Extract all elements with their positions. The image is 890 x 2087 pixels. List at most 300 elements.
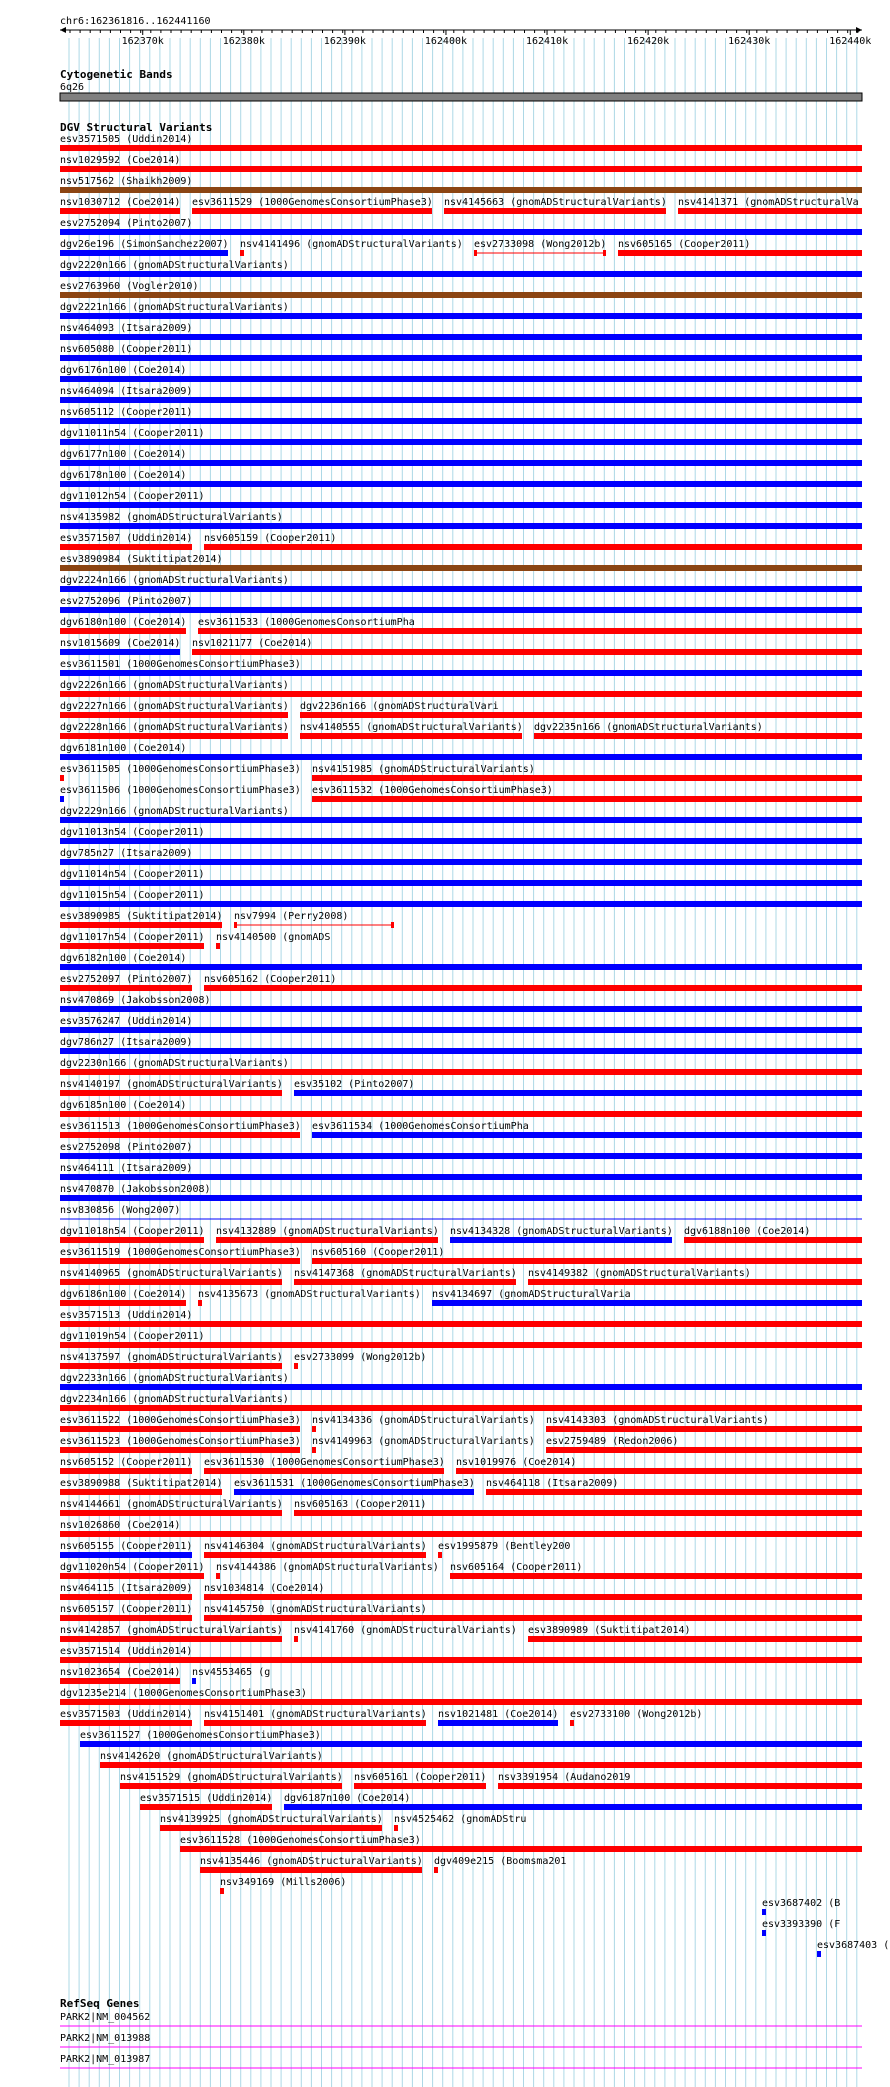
sv-feature-bar[interactable] [60, 1363, 282, 1369]
sv-feature-bar[interactable] [60, 502, 862, 508]
sv-feature[interactable] [60, 533, 192, 550]
sv-feature[interactable] [284, 1793, 862, 1810]
sv-feature-bar[interactable] [140, 1804, 272, 1810]
sv-feature-bar[interactable] [60, 964, 862, 970]
sv-feature-bar[interactable] [60, 1699, 862, 1705]
sv-feature-bar[interactable] [204, 1594, 862, 1600]
sv-feature[interactable] [60, 1436, 301, 1453]
sv-feature-bar[interactable] [60, 1405, 862, 1411]
sv-feature[interactable] [204, 1541, 427, 1558]
sv-feature-bar[interactable] [60, 1468, 192, 1474]
sv-feature[interactable] [312, 1415, 535, 1432]
sv-feature[interactable] [60, 134, 862, 151]
sv-feature[interactable] [444, 197, 667, 214]
sv-feature-bar[interactable] [60, 523, 862, 529]
sv-feature-bar[interactable] [60, 1153, 862, 1159]
sv-feature-bar[interactable] [60, 1111, 862, 1117]
sv-feature[interactable] [60, 1226, 205, 1243]
sv-feature-bar[interactable] [312, 775, 862, 781]
sv-feature[interactable] [684, 1226, 862, 1243]
sv-feature-label: nsv464115 (Itsara2009) [60, 1583, 193, 1594]
sv-feature[interactable] [60, 1520, 862, 1537]
sv-feature-bar[interactable] [312, 1258, 862, 1264]
sv-feature-bar[interactable] [60, 943, 204, 949]
ruler-right-arrow-icon[interactable] [856, 27, 862, 33]
sv-feature[interactable] [60, 1331, 862, 1348]
sv-feature[interactable] [300, 701, 862, 718]
sv-feature[interactable] [204, 533, 862, 550]
sv-feature-bar[interactable] [60, 1006, 862, 1012]
sv-feature-bar[interactable] [294, 1279, 516, 1285]
sv-feature[interactable] [60, 239, 229, 256]
sv-feature[interactable] [60, 1079, 283, 1096]
sv-feature[interactable] [534, 722, 862, 739]
sv-feature[interactable] [60, 1415, 301, 1432]
sv-feature[interactable] [60, 365, 862, 382]
sv-feature-bar[interactable] [192, 1678, 196, 1684]
sv-feature[interactable] [160, 1814, 383, 1831]
sv-feature[interactable] [312, 1247, 862, 1264]
cytoband-ideogram-bar[interactable] [60, 93, 862, 101]
sv-feature[interactable] [60, 176, 862, 193]
sv-feature[interactable] [438, 1541, 570, 1558]
sv-feature-bar[interactable] [60, 1615, 192, 1621]
sv-feature[interactable] [60, 1289, 186, 1306]
sv-feature[interactable] [60, 344, 862, 361]
sv-feature[interactable] [60, 512, 862, 529]
sv-feature[interactable] [60, 1709, 192, 1726]
sv-feature-label: nsv464111 (Itsara2009) [60, 1163, 193, 1174]
sv-feature-bar[interactable] [528, 1636, 862, 1642]
sv-feature[interactable] [60, 995, 862, 1012]
sv-feature-label: esv3611533 (1000GenomesConsortiumPha [198, 617, 415, 628]
sv-feature-bar[interactable] [60, 733, 288, 739]
sv-feature-bar[interactable] [192, 649, 862, 655]
sv-feature-bar[interactable] [240, 250, 244, 256]
sv-feature-bar[interactable] [603, 250, 606, 256]
sv-feature-bar[interactable] [456, 1468, 862, 1474]
ruler-left-arrow-icon[interactable] [60, 27, 66, 33]
sv-feature-bar[interactable] [60, 691, 862, 697]
sv-feature[interactable] [60, 491, 862, 508]
sv-feature[interactable] [817, 1940, 889, 1957]
sv-feature[interactable] [546, 1436, 862, 1453]
sv-feature-bar[interactable] [528, 1279, 862, 1285]
sv-feature-bar[interactable] [450, 1573, 862, 1579]
ruler-track [60, 16, 871, 47]
sv-feature-bar[interactable] [312, 796, 862, 802]
sv-feature-bar[interactable] [60, 1636, 282, 1642]
sv-feature[interactable] [60, 323, 862, 340]
sv-feature-label: esv3611513 (1000GenomesConsortiumPhase3) [60, 1121, 301, 1132]
sv-feature[interactable] [678, 197, 862, 214]
sv-feature-bar[interactable] [284, 1804, 862, 1810]
sv-feature-bar[interactable] [204, 985, 862, 991]
sv-feature[interactable] [60, 890, 862, 907]
sv-feature[interactable] [60, 386, 862, 403]
sv-feature[interactable] [294, 1352, 426, 1369]
sv-feature[interactable] [546, 1415, 862, 1432]
sv-feature-bar[interactable] [60, 1195, 862, 1201]
sv-feature-bar[interactable] [60, 586, 862, 592]
sv-feature[interactable] [60, 1457, 192, 1474]
sv-feature-bar[interactable] [216, 1237, 438, 1243]
sv-feature[interactable] [60, 407, 862, 424]
sv-feature[interactable] [60, 197, 180, 214]
sv-feature[interactable] [450, 1226, 673, 1243]
sv-feature[interactable] [762, 1919, 840, 1936]
sv-feature[interactable] [234, 1478, 475, 1495]
sv-feature-label: nsv4140197 (gnomADStructuralVariants) [60, 1079, 283, 1090]
sv-feature-bar[interactable] [120, 1783, 342, 1789]
sv-feature-bar[interactable] [60, 313, 862, 319]
sv-feature-bar[interactable] [60, 145, 862, 151]
sv-feature-bar[interactable] [60, 208, 180, 214]
sv-feature[interactable] [60, 1499, 283, 1516]
ruler-tick-label: 162440k [829, 36, 872, 47]
sv-feature[interactable] [432, 1289, 862, 1306]
sv-feature-bar[interactable] [294, 1636, 298, 1642]
sv-feature[interactable] [60, 848, 862, 865]
sv-feature[interactable] [60, 953, 862, 970]
sv-feature-bar[interactable] [294, 1090, 862, 1096]
sv-feature-bar[interactable] [60, 229, 862, 235]
sv-feature[interactable] [234, 911, 394, 928]
sv-feature-bar[interactable] [570, 1720, 574, 1726]
sv-feature-bar[interactable] [300, 733, 522, 739]
sv-feature-bar[interactable] [438, 1720, 558, 1726]
sv-feature-bar[interactable] [60, 1237, 204, 1243]
sv-feature-bar[interactable] [498, 1783, 862, 1789]
sv-feature[interactable] [60, 1646, 862, 1663]
sv-feature-bar[interactable] [60, 397, 862, 403]
sv-feature[interactable] [60, 1352, 283, 1369]
sv-feature[interactable] [216, 932, 330, 949]
sv-feature[interactable] [100, 1751, 862, 1768]
sv-feature-bar[interactable] [60, 481, 862, 487]
sv-feature-bar[interactable] [817, 1951, 821, 1957]
sv-feature-bar[interactable] [60, 1657, 862, 1663]
sv-feature-bar[interactable] [60, 166, 862, 172]
sv-feature[interactable] [60, 155, 862, 172]
sv-feature[interactable] [60, 701, 289, 718]
sv-feature[interactable] [528, 1268, 862, 1285]
sv-feature-bar[interactable] [204, 1468, 444, 1474]
sv-feature-bar[interactable] [60, 1090, 282, 1096]
sv-feature[interactable] [216, 1226, 439, 1243]
sv-feature[interactable] [198, 617, 862, 634]
sv-feature[interactable] [80, 1730, 862, 1747]
sv-feature-bar[interactable] [80, 1741, 862, 1747]
sv-feature[interactable] [618, 239, 862, 256]
sv-feature[interactable] [60, 827, 862, 844]
sv-feature-bar[interactable] [60, 460, 862, 466]
sv-feature-bar[interactable] [474, 250, 477, 256]
sv-feature[interactable] [312, 1121, 862, 1138]
sv-feature[interactable] [204, 1583, 862, 1600]
sv-feature-bar[interactable] [60, 1279, 282, 1285]
sv-feature-bar[interactable] [312, 1132, 862, 1138]
sv-feature[interactable] [60, 1562, 205, 1579]
sv-feature-bar[interactable] [678, 208, 862, 214]
sv-feature[interactable] [60, 1247, 301, 1264]
sv-feature[interactable] [312, 764, 862, 781]
sv-feature[interactable] [60, 911, 223, 928]
sv-feature[interactable] [312, 785, 862, 802]
sv-feature-bar[interactable] [60, 670, 862, 676]
sv-feature-bar[interactable] [220, 1888, 224, 1894]
sv-feature-bar[interactable] [100, 1762, 862, 1768]
sv-feature[interactable] [570, 1709, 702, 1726]
sv-feature[interactable] [60, 1268, 283, 1285]
sv-feature-bar[interactable] [60, 712, 288, 718]
sv-feature[interactable] [434, 1856, 566, 1873]
sv-feature[interactable] [60, 554, 862, 571]
sv-feature[interactable] [60, 449, 862, 466]
sv-feature-label: dgv11017n54 (Cooper2011) [60, 932, 205, 943]
sv-feature-bar[interactable] [394, 1825, 398, 1831]
sv-feature-bar[interactable] [60, 1489, 222, 1495]
sv-feature-bar[interactable] [60, 901, 862, 907]
sv-feature-bar[interactable] [60, 1174, 862, 1180]
sv-feature-bar[interactable] [60, 1573, 204, 1579]
sv-feature-bar[interactable] [60, 1321, 862, 1327]
sv-feature-bar[interactable] [60, 271, 862, 277]
sv-feature-bar[interactable] [60, 355, 862, 361]
sv-feature-bar[interactable] [60, 1678, 180, 1684]
sv-feature-bar[interactable] [60, 1510, 282, 1516]
sv-feature[interactable] [192, 638, 862, 655]
sv-feature-label: nsv605163 (Cooper2011) [294, 1499, 427, 1510]
sv-feature-bar[interactable] [60, 439, 862, 445]
sv-feature[interactable] [60, 722, 289, 739]
sv-feature[interactable] [60, 1121, 301, 1138]
sv-feature[interactable] [204, 1604, 862, 1621]
sv-feature-bar[interactable] [180, 1846, 862, 1852]
sv-feature-bar[interactable] [204, 544, 862, 550]
sv-feature-bar[interactable] [534, 733, 862, 739]
sv-feature[interactable] [60, 638, 180, 655]
sv-feature-bar[interactable] [60, 628, 186, 634]
sv-feature-bar[interactable] [60, 796, 64, 802]
sv-feature-bar[interactable] [234, 1489, 474, 1495]
sv-feature[interactable] [60, 1310, 862, 1327]
sv-feature-bar[interactable] [192, 208, 432, 214]
sv-feature[interactable] [220, 1877, 346, 1894]
sv-feature[interactable] [450, 1562, 862, 1579]
sv-feature-bar[interactable] [432, 1300, 862, 1306]
sv-feature[interactable] [60, 1058, 862, 1075]
sv-feature[interactable] [204, 1709, 427, 1726]
sv-feature[interactable] [394, 1814, 526, 1831]
sv-feature[interactable] [198, 1289, 421, 1306]
sv-feature-bar[interactable] [60, 775, 64, 781]
sv-feature[interactable] [60, 302, 862, 319]
sv-feature[interactable] [120, 1772, 343, 1789]
sv-feature[interactable] [60, 1016, 862, 1033]
sv-feature-label: esv3571507 (Uddin2014) [60, 533, 193, 544]
sv-feature[interactable] [312, 1436, 535, 1453]
sv-feature[interactable] [60, 1394, 862, 1411]
sv-feature[interactable] [60, 1688, 862, 1705]
sv-feature-bar[interactable] [444, 208, 666, 214]
sv-feature-bar[interactable] [60, 292, 862, 298]
sv-feature-bar[interactable] [204, 1615, 862, 1621]
sv-feature[interactable] [456, 1457, 862, 1474]
sv-feature-bar[interactable] [60, 817, 862, 823]
sv-feature[interactable] [192, 197, 433, 214]
sv-feature[interactable] [204, 974, 862, 991]
sv-feature-bar[interactable] [486, 1489, 862, 1495]
sv-feature-bar[interactable] [60, 1720, 192, 1726]
sv-feature-bar[interactable] [60, 418, 862, 424]
sv-feature-bar[interactable] [204, 1720, 426, 1726]
sv-feature-bar[interactable] [60, 1594, 192, 1600]
sv-feature-bar[interactable] [60, 922, 222, 928]
sv-feature-bar[interactable] [391, 922, 394, 928]
sv-feature-bar[interactable] [60, 1258, 300, 1264]
sv-feature[interactable] [60, 1100, 862, 1117]
sv-feature[interactable] [300, 722, 523, 739]
sv-feature[interactable] [60, 1625, 283, 1642]
sv-feature-bar[interactable] [60, 607, 862, 613]
sv-feature[interactable] [192, 1667, 270, 1684]
sv-feature-bar[interactable] [438, 1552, 442, 1558]
sv-feature-bar[interactable] [546, 1426, 862, 1432]
sv-feature[interactable] [60, 659, 862, 676]
sv-feature-bar[interactable] [60, 1426, 300, 1432]
sv-feature-bar[interactable] [60, 1447, 300, 1453]
sv-feature-bar[interactable] [60, 1300, 186, 1306]
sv-feature-bar[interactable] [60, 754, 862, 760]
sv-feature[interactable] [140, 1793, 272, 1810]
sv-feature[interactable] [60, 1667, 180, 1684]
sv-feature[interactable] [60, 869, 862, 886]
sv-feature[interactable] [60, 218, 862, 235]
sv-feature-bar[interactable] [60, 1027, 862, 1033]
sv-feature[interactable] [60, 596, 862, 613]
sv-feature[interactable] [294, 1499, 862, 1516]
sv-feature[interactable] [60, 575, 862, 592]
sv-feature[interactable] [486, 1478, 862, 1495]
sv-feature[interactable] [294, 1268, 517, 1285]
sv-feature[interactable] [60, 428, 862, 445]
sv-feature-label: nsv4151401 (gnomADStructuralVariants) [204, 1709, 427, 1720]
sv-feature-label: esv3611530 (1000GenomesConsortiumPhase3) [204, 1457, 445, 1468]
sv-feature-bar[interactable] [60, 859, 862, 865]
sv-feature-bar[interactable] [354, 1783, 486, 1789]
sv-feature-bar[interactable] [618, 250, 862, 256]
sv-feature-bar[interactable] [60, 1132, 300, 1138]
sv-feature-label: dgv2226n166 (gnomADStructuralVariants) [60, 680, 289, 691]
sv-feature[interactable] [216, 1562, 439, 1579]
sv-feature-label: esv3890988 (Suktitipat2014) [60, 1478, 223, 1489]
sv-feature-bar[interactable] [60, 880, 862, 886]
sv-feature-bar[interactable] [160, 1825, 382, 1831]
sv-feature[interactable] [60, 680, 862, 697]
sv-feature-bar[interactable] [300, 712, 862, 718]
sv-feature[interactable] [354, 1772, 486, 1789]
sv-feature[interactable] [60, 1037, 862, 1054]
sv-feature-bar[interactable] [60, 1048, 862, 1054]
sv-feature[interactable] [60, 1478, 223, 1495]
sv-feature[interactable] [60, 1604, 192, 1621]
sv-feature-bar[interactable] [60, 334, 862, 340]
sv-feature-bar[interactable] [200, 1867, 422, 1873]
sv-feature-bar[interactable] [60, 250, 228, 256]
sv-feature-bar[interactable] [198, 628, 862, 634]
sv-feature[interactable] [474, 239, 606, 256]
sv-feature-bar[interactable] [204, 1552, 426, 1558]
sv-feature-bar[interactable] [684, 1237, 862, 1243]
sv-feature-label: nsv470870 (Jakobsson2008) [60, 1184, 211, 1195]
sv-feature-bar[interactable] [60, 1531, 862, 1537]
sv-feature-bar[interactable] [60, 1069, 862, 1075]
sv-feature-bar[interactable] [60, 985, 192, 991]
sv-feature[interactable] [180, 1835, 862, 1852]
sv-feature[interactable] [204, 1457, 445, 1474]
sv-feature[interactable] [60, 932, 205, 949]
sv-feature-bar[interactable] [216, 1573, 220, 1579]
sv-feature[interactable] [60, 1184, 862, 1201]
sv-feature-bar[interactable] [60, 1552, 192, 1558]
sv-feature[interactable] [60, 260, 862, 277]
sv-feature-bar[interactable] [60, 544, 192, 550]
sv-feature-bar[interactable] [216, 943, 220, 949]
sv-feature-bar[interactable] [60, 838, 862, 844]
sv-feature-bar[interactable] [60, 1342, 862, 1348]
sv-feature[interactable] [294, 1079, 862, 1096]
sv-feature[interactable] [498, 1772, 862, 1789]
sv-feature-bar[interactable] [294, 1363, 298, 1369]
sv-feature-bar[interactable] [450, 1237, 672, 1243]
sv-feature[interactable] [438, 1709, 558, 1726]
sv-feature[interactable] [762, 1898, 840, 1915]
sv-feature[interactable] [60, 1583, 192, 1600]
sv-feature-label: nsv605165 (Cooper2011) [618, 239, 751, 250]
sv-feature-label: dgv2227n166 (gnomADStructuralVariants) [60, 701, 289, 712]
sv-feature-bar[interactable] [60, 376, 862, 382]
sv-feature[interactable] [60, 974, 192, 991]
sv-feature[interactable] [60, 743, 862, 760]
sv-feature-label: dgv11012n54 (Cooper2011) [60, 491, 205, 502]
sv-feature[interactable] [60, 617, 186, 634]
sv-feature-bar[interactable] [234, 922, 237, 928]
sv-feature-bar[interactable] [60, 1384, 862, 1390]
sv-feature[interactable] [60, 1142, 862, 1159]
sv-feature-bar[interactable] [312, 1426, 316, 1432]
sv-feature-bar[interactable] [762, 1930, 766, 1936]
sv-feature-bar[interactable] [762, 1909, 766, 1915]
sv-feature-bar[interactable] [60, 187, 862, 193]
sv-feature[interactable] [60, 1163, 862, 1180]
sv-feature[interactable] [60, 281, 862, 298]
sv-feature-bar[interactable] [60, 649, 180, 655]
sv-feature-bar[interactable] [434, 1867, 438, 1873]
sv-feature[interactable] [60, 1541, 192, 1558]
sv-feature[interactable] [200, 1856, 423, 1873]
sv-feature[interactable] [60, 806, 862, 823]
sv-feature-bar[interactable] [294, 1510, 862, 1516]
sv-feature[interactable] [60, 470, 862, 487]
sv-feature-bar[interactable] [60, 565, 862, 571]
ruler-tick-label: 162430k [728, 36, 771, 47]
sv-feature-bar[interactable] [198, 1300, 202, 1306]
sv-feature-bar[interactable] [546, 1447, 862, 1453]
sv-feature-label: dgv11013n54 (Cooper2011) [60, 827, 205, 838]
sv-feature[interactable] [60, 1373, 862, 1390]
sv-feature-bar[interactable] [312, 1447, 316, 1453]
